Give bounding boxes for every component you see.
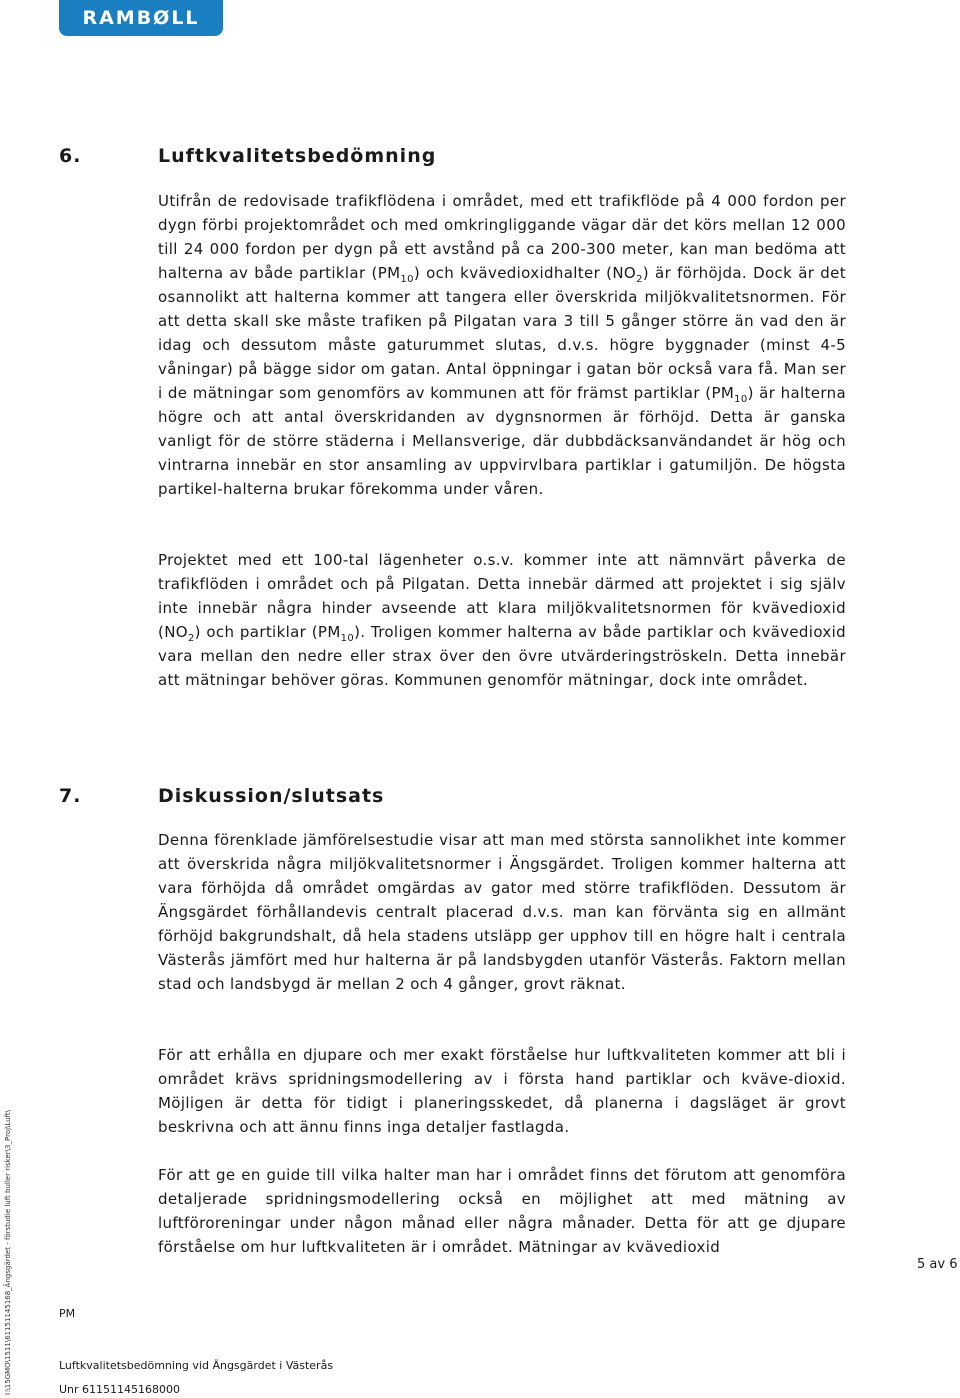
section-7-paragraph-3: För att ge en guide till vilka halter man har i området finns det förutom att genomföra detaljerade spridningsmodellering också en möjlighet att med mätning av luftföroreningar under någon månad eller några månader. Detta för att ge djupare förståelse om hur luftkvaliteten är i området. Mätningar av kvävedioxid (158, 1166, 846, 1256)
footer-document-title: Luftkvalitetsbedömning vid Ängsgärdet i Västerås (59, 1359, 334, 1372)
logo-text: RAMBØLL (82, 7, 200, 29)
page-number: 5 av 6 (917, 1257, 958, 1272)
section-6-paragraph-2: Projektet med ett 100-tal lägenheter o.s.v. kommer inte att nämnvärt påverka de trafikflöden i området och på Pilgatan. Detta innebär därmed att projektet i sig själv inte innebär några hinder avseende att klara miljökvalitetsnormen för kvävedioxid $(NO_2)$ och partiklar $(PM_{10})$. Troligen kommer halterna av både partiklar och kvävedioxid vara mellan den nedre eller strax över den övre utvärderingströskeln. Detta innebär att mätningar behöver göras. Kommunen genomför mätningar, dock inte området. (158, 551, 846, 689)
section-7-number: 7. (59, 785, 82, 807)
section-7-paragraph-2: För att erhålla en djupare och mer exakt förståelse hur luftkvaliteten kommer att bli i området krävs spridningsmodellering av i första hand partiklar och kväve-dioxid. Möjligen är detta för tidigt i planeringsskedet, då planerna i dagsläget är grovt beskrivna och att ännu finns inga detaljer fastlagda. (158, 1046, 846, 1136)
section-6-number: 6. (59, 145, 82, 167)
section-7-title: Diskussion/slutsats (158, 785, 385, 807)
footer-initials: PM (59, 1307, 76, 1320)
side-file-path: I:\15GMO\1511\61151145168_Ängsgärdet - förstudie luft buller risker\3_Proj\Luft\ (4, 1109, 12, 1395)
section-6-title: Luftkvalitetsbedömning (158, 145, 437, 167)
section-6-paragraph-1: Utifrån de redovisade trafikflödena i området, med ett trafikflöde på 4 000 fordon per dygn förbi projektområdet och med omkringliggande vägar där det körs mellan 12 000 till 24 000 fordon per dygn på ett avstånd på ca 200-300 meter, kan man bedöma att halterna av både partiklar $(PM_{10})$ och kvävedioxidhalter $(NO_2)$ är förhöjda. Dock är det osannolikt att halterna kommer att tangera eller överskrida miljökvalitetsnormen. För att detta skall ske måste trafiken på Pilgatan vara 3 till 5 gånger större än vad den är idag och dessutom måste gaturummet slutas, d.v.s. högre byggnader (minst 4-5 våningar) på bägge sidor om gatan. Antal öppningar i gatan bör också vara få. Man ser i de mätningar som genomförs av kommunen att för främst partiklar $(PM_{10})$ är halterna högre och att antal överskridanden av dygnsnormen är förhöjd. Detta är ganska vanligt för de större städerna i Mellansverige, där dubbdäcksanvändandet är hög och vintrarna innebär en stor ansamling av uppvirvlbara partiklar i gatumiljön. De högsta partikel-halterna brukar förekomma under våren. (158, 192, 846, 498)
footer-unr: Unr 61151145168000 (59, 1383, 181, 1396)
section-7-paragraph-1: Denna förenklade jämförelsestudie visar att man med största sannolikhet inte kommer att överskrida några miljökvalitetsnormer i Ängsgärdet. Troligen kommer halterna att vara förhöjda då området omgärdas av gator med större trafikflöden. Dessutom är Ängsgärdet förhållandevis centralt placerad d.v.s. man kan förvänta sig en allmänt förhöjd bakgrundshalt, då hela stadens utsläpp ger upphov till en högre halt i centrala Västerås jämfört med hur halterna är på landsbygden utanför Västerås. Faktorn mellan stad och landsbygd är mellan 2 och 4 gånger, grovt räknat. (158, 831, 846, 993)
ramboll-logo (59, 0, 223, 36)
section-6-heading (59, 145, 436, 167)
section-7-heading (59, 785, 384, 807)
